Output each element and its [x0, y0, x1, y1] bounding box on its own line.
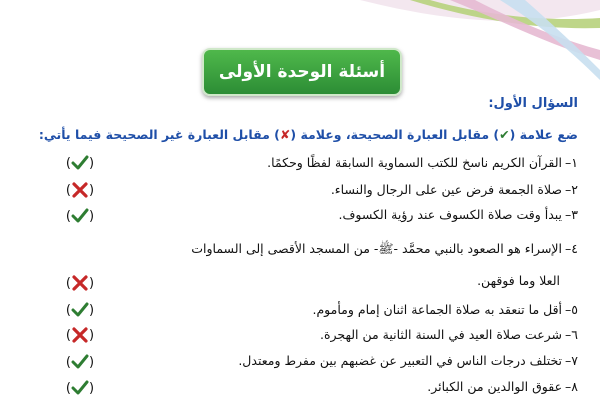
- cross-mark-icon: ✘: [279, 127, 291, 142]
- item-number: ٥–: [565, 302, 578, 317]
- instruction-part-1: ضع علامة (: [509, 127, 578, 142]
- item-number: ١–: [565, 155, 578, 170]
- cross-icon: [71, 275, 89, 291]
- item-text: تختلف درجات الناس في التعبير عن غضبهم بين مفرط ومعتدل.: [238, 353, 563, 368]
- item-number: ٨–: [565, 379, 578, 394]
- answer-mark: ( ): [65, 208, 95, 224]
- list-item: [138, 301, 578, 319]
- instruction-part-2: ) مقابل العبارة الصحيحة، وعلامة (: [290, 127, 500, 142]
- item-text: أقل ما تنعقد به صلاة الجماعة اثنان إمام ومأموم.: [312, 302, 563, 317]
- instruction: [39, 127, 578, 142]
- list-item: [138, 352, 578, 370]
- answer-mark: ( ): [65, 182, 95, 198]
- list-item: [138, 181, 578, 199]
- instruction-part-3: ) مقابل العبارة غير الصحيحة فيما يأتي:: [38, 127, 280, 142]
- page-title: أسئلة الوحدة الأولى: [218, 62, 386, 82]
- item-text: القرآن الكريم ناسخ للكتب السماوية السابقة لفظًا وحكمًا.: [267, 155, 563, 170]
- item-text: صلاة الجمعة فرض عين على الرجال والنساء.: [330, 182, 563, 197]
- check-icon: [71, 208, 89, 224]
- item-text: الإسراء هو الصعود بالنبي محمَّد -ﷺ- من المسجد الأقصى إلى السماوات: [191, 241, 563, 256]
- check-mark-icon: ✔: [499, 127, 510, 142]
- unit-title-banner: [202, 48, 402, 96]
- check-icon: [71, 380, 89, 396]
- answer-mark: ( ): [65, 354, 95, 370]
- list-item-continuation: العلا وما فوقهن.: [477, 273, 560, 288]
- list-item: [138, 206, 578, 224]
- item-text: عقوق الوالدين من الكبائر.: [427, 379, 563, 394]
- item-text: يبدأ وقت صلاة الكسوف عند رؤية الكسوف.: [338, 207, 563, 222]
- item-text: شرعت صلاة العيد في السنة الثانية من الهجرة.: [319, 327, 563, 342]
- answer-mark: ( ): [65, 380, 95, 396]
- list-item: [138, 326, 578, 344]
- answer-mark: ( ): [65, 302, 95, 318]
- cross-icon: [71, 327, 89, 343]
- answer-mark: ( ): [65, 275, 95, 291]
- list-item: [138, 378, 578, 396]
- list-item: [138, 154, 578, 172]
- answer-mark: ( ): [65, 327, 95, 343]
- check-icon: [71, 354, 89, 370]
- item-number: ٤–: [565, 241, 578, 256]
- item-number: ٢–: [565, 182, 578, 197]
- item-number: ٧–: [565, 353, 578, 368]
- item-number: ٣–: [565, 207, 578, 222]
- question-label: السؤال الأول:: [488, 96, 578, 111]
- item-number: ٦–: [565, 327, 578, 342]
- check-icon: [71, 302, 89, 318]
- check-icon: [71, 155, 89, 171]
- list-item: [138, 240, 578, 258]
- cross-icon: [71, 182, 89, 198]
- answer-mark: ( ): [65, 155, 95, 171]
